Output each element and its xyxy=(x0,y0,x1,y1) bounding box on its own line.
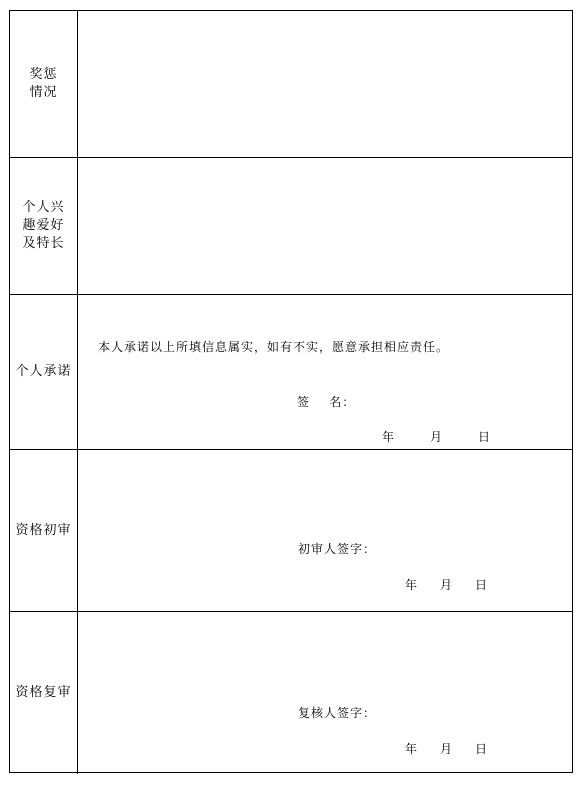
date-year-label: 年 xyxy=(382,430,395,444)
row-label: 资格复审 xyxy=(15,685,72,700)
row-label: 个人承诺 xyxy=(15,364,72,379)
initial-review-content xyxy=(78,450,572,611)
date-month-label: 月 xyxy=(440,578,453,592)
row-initial-review xyxy=(10,450,572,612)
label-cell xyxy=(10,612,78,774)
label-cell xyxy=(10,158,78,294)
label-cell xyxy=(10,11,78,157)
date-day-label: 日 xyxy=(475,578,488,592)
commitment-content xyxy=(78,295,572,449)
row-label: 奖惩 情况 xyxy=(29,67,58,100)
label-cell xyxy=(10,295,78,449)
date-year-label: 年 xyxy=(405,742,418,756)
date-month-label: 月 xyxy=(440,742,453,756)
row-final-review xyxy=(10,612,572,774)
final-reviewer-signature-label: 复核人签字： xyxy=(298,706,377,720)
rewards-punishments-field[interactable] xyxy=(78,11,572,157)
label-cell xyxy=(10,450,78,611)
initial-reviewer-signature-label: 初审人签字： xyxy=(298,542,377,556)
row-label: 个人兴 趣爱好 及特长 xyxy=(22,200,65,251)
row-hobbies-skills xyxy=(10,158,572,295)
row-personal-commitment xyxy=(10,295,572,450)
signature-label: 签 名： xyxy=(297,395,356,409)
row-label: 资格初审 xyxy=(15,522,72,538)
date-day-label: 日 xyxy=(478,430,491,444)
final-review-content xyxy=(78,612,572,774)
date-month-label: 月 xyxy=(430,430,443,444)
date-year-label: 年 xyxy=(405,578,418,592)
hobbies-skills-field[interactable] xyxy=(78,158,572,294)
date-day-label: 日 xyxy=(475,742,488,756)
commitment-statement: 本人承诺以上所填信息属实，如有不实，愿意承担相应责任。 xyxy=(98,340,450,354)
row-rewards-punishments xyxy=(10,11,572,158)
form-table xyxy=(9,10,573,773)
